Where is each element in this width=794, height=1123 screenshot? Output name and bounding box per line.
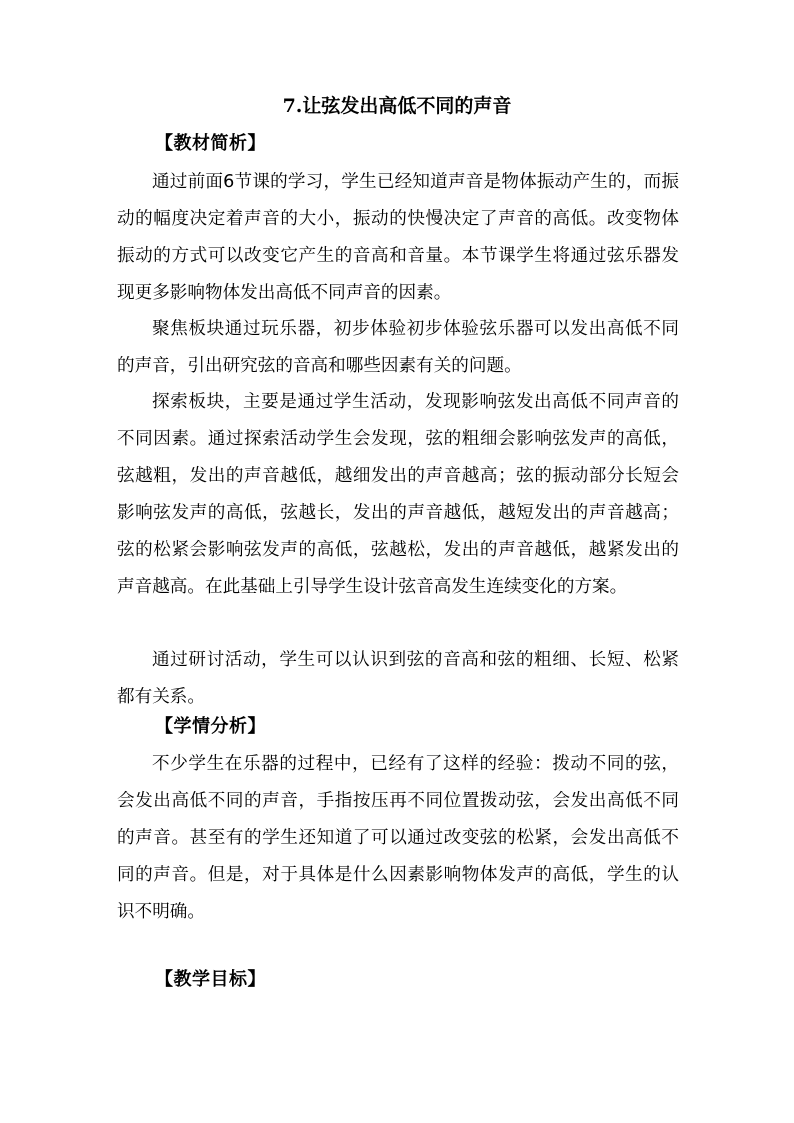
section-heading-learner-analysis: 【学情分析】: [155, 716, 266, 737]
paragraph-learner-analysis: 不少学生在乐器的过程中，已经有了这样的经验：拨动不同的弦，会发出高低不同的声音，手指按压再不同位置拨动弦，会发出高低不同的声音。甚至有的学生还知道了可以通过改变弦的松紧，会发出高低不同的声音。但是，对于具体是什么因素影响物体发声的高低，学生的认识不明确。: [117, 754, 679, 922]
paragraph-focus-block: 聚焦板块通过玩乐器，初步体验初步体验弦乐器可以发出高低不同的声音，引出研究弦的音高和哪些因素有关的问题。: [117, 319, 679, 376]
paragraph-explore-block: 探索板块，主要是通过学生活动，发现影响弦发出高低不同声音的不同因素。通过探索活动学生会发现，弦的粗细会影响弦发声的高低，弦越粗，发出的声音越低，越细发出的声音越高；弦的振动部分长短会影响弦发声的高低，弦越长，发出的声音越低，越短发出的声音越高；弦的松紧会影响弦发声的高低，弦越松，发出的声音越低，越紧发出的声音越高。在此基础上引导学生设计弦音高发生连续变化的方案。: [117, 392, 679, 597]
paragraph-discussion-block: 通过研讨活动，学生可以认识到弦的音高和弦的粗细、长短、松紧都有关系。: [117, 650, 679, 707]
paragraph-textbook-intro: 通过前面6节课的学习，学生已经知道声音是物体振动产生的，而振动的幅度决定着声音的大小，振动的快慢决定了声音的高低。改变物体振动的方式可以改变它产生的音高和音量。本节课学生将通过弦乐器发现更多影响物体发出高低不同声音的因素。: [117, 172, 679, 303]
section-heading-teaching-goals: 【教学目标】: [155, 969, 266, 990]
lesson-title: 7.让弦发出高低不同的声音: [282, 95, 512, 117]
section-heading-textbook-analysis: 【教材简析】: [155, 133, 266, 154]
